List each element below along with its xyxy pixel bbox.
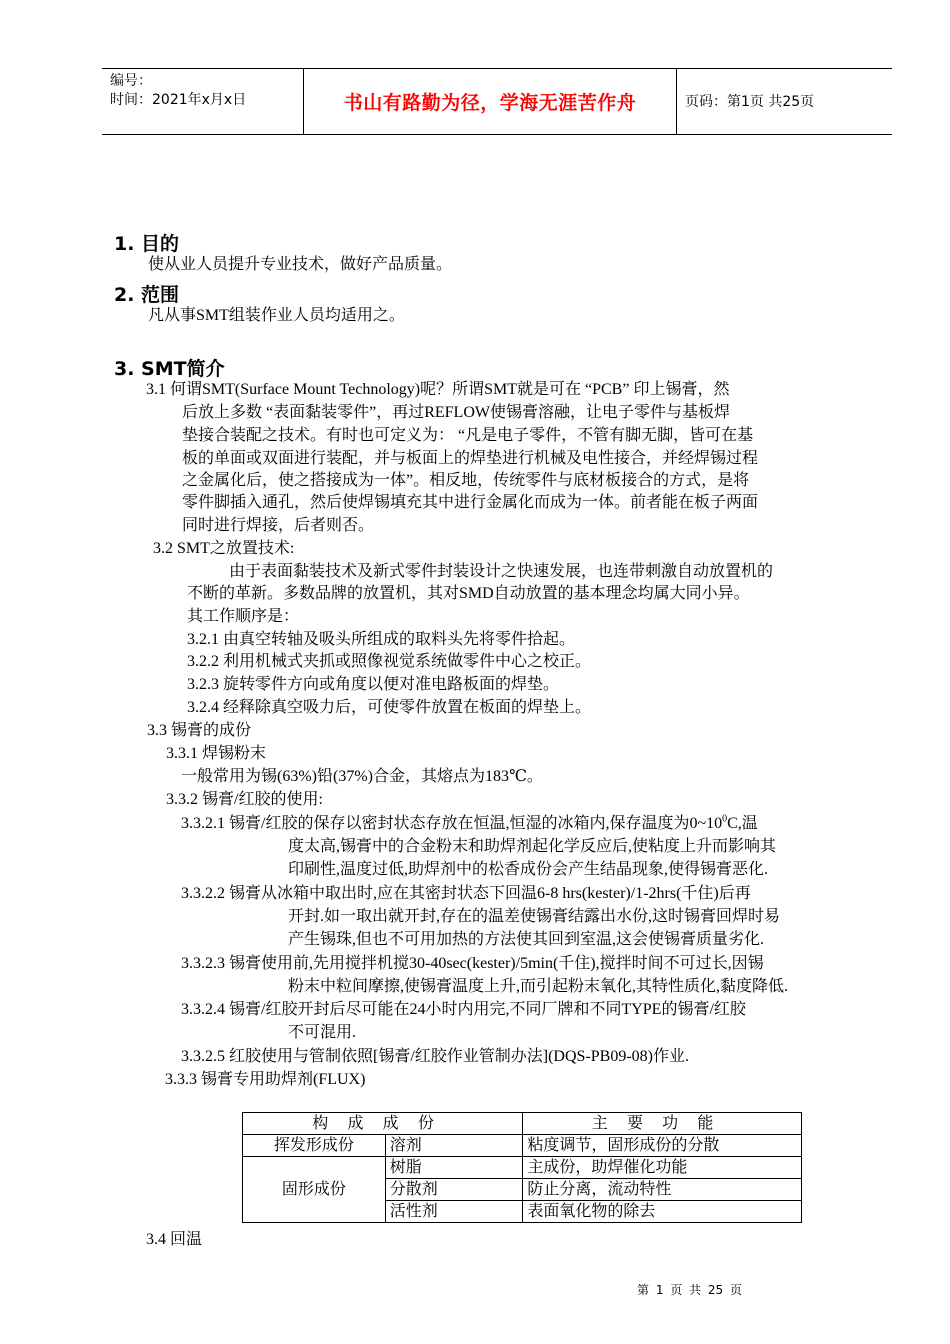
degree-sup: 0 xyxy=(722,813,728,825)
s3322-line: 开封.如一取出就开封,存在的温差使锡膏结露出水份,这时锡膏回焊时易 xyxy=(288,908,781,925)
header-divider xyxy=(676,68,677,135)
table-cell: 粘度调节，固形成份的分散 xyxy=(523,1135,802,1157)
header-motto: 书山有路勤为径，学海无涯苦作舟 xyxy=(343,91,637,114)
table-cell: 树脂 xyxy=(385,1157,523,1179)
s31-line: 板的单面或双面进行装配，并与板面上的焊垫进行机械及电性接合，并经焊锡过程 xyxy=(182,450,759,467)
table-row xyxy=(243,1157,802,1179)
s332-title: 3.3.2 锡膏/红胶的使用: xyxy=(166,791,323,808)
table-cell: 表面氧化物的除去 xyxy=(523,1201,802,1223)
s3322-line: 3.3.2.2 锡膏从冰箱中取出时,应在其密封状态下回温6-8 hrs(kester)/1-2hrs(千住)后再 xyxy=(181,885,751,902)
s32-step: 3.2.3 旋转零件方向或角度以便对准电路板面的焊垫。 xyxy=(187,676,560,693)
page-footer: 第 1 页 共 25 页 xyxy=(637,1283,742,1297)
s31-line: 垫接合装配之技术。有时也可定义为： “凡是电子零件，不管有脚无脚，皆可在基 xyxy=(182,427,754,444)
s3324-line: 3.3.2.4 锡膏/红胶开封后尽可能在24小时内用完,不同厂牌和不同TYPE的锡膏/红胶 xyxy=(181,1001,746,1018)
s3323-line: 粉末中粒间摩擦,使锡膏温度上升,而引起粉末氧化,其特性质化,黏度降低. xyxy=(288,978,789,995)
table-header-cell xyxy=(243,1113,523,1135)
s3324-line: 不可混用. xyxy=(288,1024,357,1041)
s333-title: 3.3.3 锡膏专用助焊剂(FLUX) xyxy=(165,1071,366,1088)
s3321-text: C,温 xyxy=(727,815,758,832)
table-cell: 主成份，助焊催化功能 xyxy=(523,1157,802,1179)
s34-title: 3.4 回温 xyxy=(146,1231,203,1248)
table-header-text: 主要功能 xyxy=(591,1115,733,1132)
header-bottom-rule xyxy=(102,134,892,135)
table-cell: 挥发形成份 xyxy=(243,1135,386,1157)
s31-line: 零件脚插入通孔，然后使焊锡填充其中进行金属化而成为一体。前者能在板子两面 xyxy=(182,494,759,511)
s32-title: 3.2 SMT之放置技术: xyxy=(153,540,295,557)
s31-line: 之金属化后，使之搭接成为一体”。相反地，传统零件与底材板接合的方式，是将 xyxy=(182,472,750,489)
section-2-title: 2. 范围 xyxy=(114,284,180,306)
header-page-label: 页码：第1页 共25页 xyxy=(685,94,815,110)
s31-line: 同时进行焊接，后者则否。 xyxy=(182,517,375,534)
s32-step: 3.2.1 由真空转轴及吸头所组成的取料头先将零件拾起。 xyxy=(187,631,576,648)
s3325-line: 3.3.2.5 红胶使用与管制依照[锡膏/红胶作业管制办法](DQS-PB09-08)作业. xyxy=(181,1048,689,1065)
s331-title: 3.3.1 焊锡粉末 xyxy=(166,745,267,762)
header-meta xyxy=(110,72,246,110)
s3322-line: 产生锡珠,但也不可用加热的方法使其回到室温,这会使锡膏质量劣化. xyxy=(288,931,765,948)
section-2-body: 凡从事SMT组装作业人员均适用之。 xyxy=(148,307,405,324)
section-3-title: 3. SMT简介 xyxy=(114,358,225,380)
section-1-title: 1. 目的 xyxy=(114,233,180,255)
s32-line: 由于表面黏装技术及新式零件封装设计之快速发展，也连带刺激自动放置机的 xyxy=(229,563,774,580)
s32-step: 3.2.2 利用机械式夹抓或照像视觉系统做零件中心之校正。 xyxy=(187,653,592,670)
table-cell: 溶剂 xyxy=(385,1135,523,1157)
s331-body: 一般常用为锡(63%)铅(37%)合金，其熔点为183℃。 xyxy=(181,768,543,785)
s32-line: 不断的革新。多数品牌的放置机，其对SMD自动放置的基本理念均属大同小异。 xyxy=(187,585,750,602)
s32-line: 其工作顺序是： xyxy=(187,608,300,625)
s33-title: 3.3 锡膏的成份 xyxy=(147,722,252,739)
s3321-line xyxy=(181,813,758,836)
table-header-cell xyxy=(523,1113,802,1135)
table-cell: 分散剂 xyxy=(385,1179,523,1201)
table-header-row xyxy=(243,1113,802,1135)
s3321-line: 印刷性,温度过低,助焊剂中的松香成份会产生结晶现象,使得锡膏恶化. xyxy=(288,861,769,878)
s31-line: 后放上多数 “表面黏装零件”，再过REFLOW使锡膏溶融，让电子零件与基板焊 xyxy=(182,404,730,421)
time-label: 时间：2021年x月x日 xyxy=(110,92,247,108)
table-cell: 固形成份 xyxy=(243,1157,386,1223)
table-cell: 活性剂 xyxy=(385,1201,523,1223)
flux-table xyxy=(242,1112,802,1223)
table-header-text: 构成成份 xyxy=(312,1115,454,1132)
s31-line: 3.1 何谓SMT(Surface Mount Technology)呢？所谓SMT就是可在 “PCB” 印上锡膏，然 xyxy=(146,381,730,398)
s3321-line: 度太高,锡膏中的合金粉末和助焊剂起化学反应后,使粘度上升而影响其 xyxy=(288,838,777,855)
section-1-body: 使从业人员提升专业技术，做好产品质量。 xyxy=(148,256,453,273)
page-header xyxy=(102,68,892,134)
s3323-line: 3.3.2.3 锡膏使用前,先用搅拌机搅30-40sec(kester)/5min(千住),搅拌时间不可过长,因锡 xyxy=(181,955,764,972)
s3321-text: 3.3.2.1 锡膏/红胶的保存以密封状态存放在恒温,恒湿的冰箱内,保存温度为0~10 xyxy=(181,815,723,832)
s32-step: 3.2.4 经释除真空吸力后，可使零件放置在板面的焊垫上。 xyxy=(187,699,592,716)
table-cell: 防止分离，流动特性 xyxy=(523,1179,802,1201)
table-row xyxy=(243,1135,802,1157)
number-label: 编号： xyxy=(110,73,152,89)
